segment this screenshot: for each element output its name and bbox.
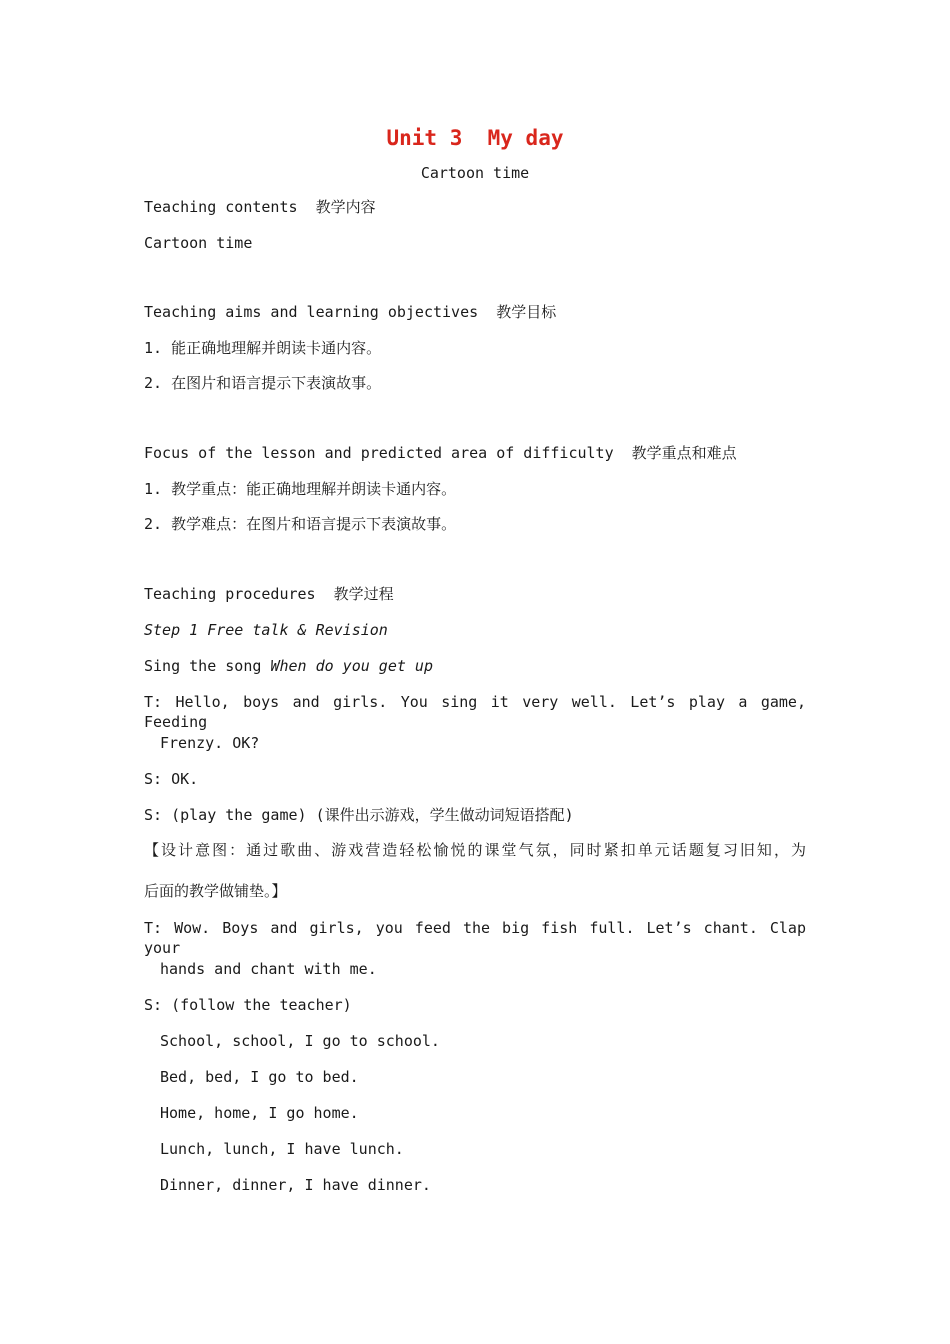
chant-line: Dinner, dinner, I have dinner. <box>160 1176 431 1194</box>
aims-heading: Teaching aims and learning objectives 教学目标 <box>144 303 557 321</box>
procedures-heading: Teaching procedures 教学过程 <box>144 585 394 603</box>
chant-line: School, school, I go to school. <box>160 1032 440 1050</box>
student-line-2: S: (play the game) (课件出示游戏，学生做动词短语搭配) <box>144 806 574 824</box>
aims-item-1: 1. 能正确地理解并朗读卡通内容。 <box>144 339 382 357</box>
aims-item-2: 2. 在图片和语言提示下表演故事。 <box>144 374 382 392</box>
focus-heading: Focus of the lesson and predicted area of difficulty 教学重点和难点 <box>144 444 737 462</box>
teacher-line-1-cont: Frenzy. OK? <box>160 734 260 752</box>
contents-heading: Teaching contents 教学内容 <box>144 198 376 216</box>
sing-prefix: Sing the song <box>144 657 271 675</box>
focus-item-2: 2. 教学难点：在图片和语言提示下表演故事。 <box>144 515 457 533</box>
student-line-1: S: OK. <box>144 770 199 788</box>
teacher-line-2: T: Wow. Boys and girls, you feed the big fish full. Let’s chant. Clap your <box>144 919 806 957</box>
design-intent-line-1: 【设计意图：通过歌曲、游戏营造轻松愉悦的课堂气氛，同时紧扣单元话题复习旧知，为 <box>144 841 806 859</box>
sing-song-line <box>144 656 433 676</box>
document-title: Unit 3 My day <box>386 126 564 150</box>
chant-line: Home, home, I go home. <box>160 1104 359 1122</box>
step-1-heading: Step 1 Free talk & Revision <box>144 621 388 639</box>
design-intent-line-2: 后面的教学做铺垫。】 <box>144 882 287 900</box>
teacher-line-1: T: Hello, boys and girls. You sing it very well. Let’s play a game, Feeding <box>144 693 806 731</box>
student-line-3: S: (follow the teacher) <box>144 996 352 1014</box>
document-subtitle: Cartoon time <box>420 164 530 182</box>
song-title: When do you get up <box>270 657 433 675</box>
chant-line: Bed, bed, I go to bed. <box>160 1068 359 1086</box>
focus-item-1: 1. 教学重点：能正确地理解并朗读卡通内容。 <box>144 480 457 498</box>
teacher-line-2-cont: hands and chant with me. <box>160 960 377 978</box>
chant-line: Lunch, lunch, I have lunch. <box>160 1140 404 1158</box>
contents-body: Cartoon time <box>144 234 253 252</box>
